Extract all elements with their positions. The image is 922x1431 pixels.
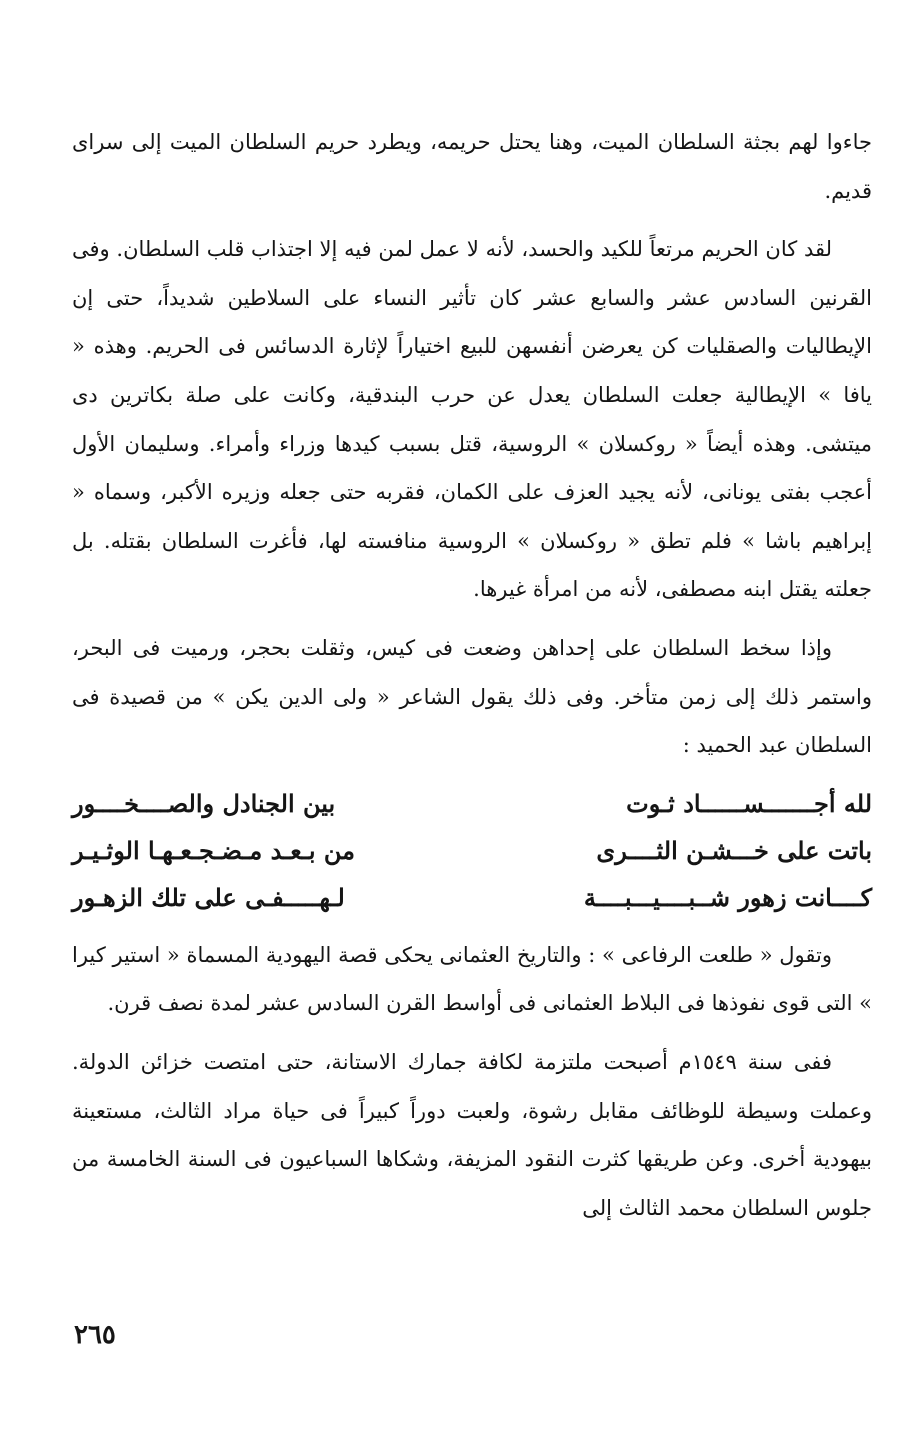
paragraph: جاءوا لهم بجثة السلطان الميت، وهنا يحتل حريمه، ويطرد حريم السلطان الميت إلى سراى قديم.	[72, 130, 872, 203]
poem-first-hemistich: كــــانت زهور شــبــــيـــبــــة	[583, 882, 872, 912]
poem-verse	[72, 874, 872, 921]
poem-second-hemistich: لـهـــــفـى على تلك الزهـور	[72, 882, 345, 912]
poem-verse	[72, 827, 872, 874]
page-number: ٢٦٥	[74, 1320, 116, 1350]
poem-second-hemistich: من بـعـد مـضـجـعـهـا الوثـيـر	[72, 835, 355, 865]
text-block-bottom	[72, 931, 872, 1233]
paragraph: ففى سنة ١٥٤٩م أصبحت ملتزمة لكافة جمارك الاستانة، حتى امتصت خزائن الدولة. وعملت وسيطة للوظائف مقابل رشوة، ولعبت دوراً كبيراً فى حياة مراد الثالث، مستعينة بيهودية أخرى. وعن طريقها كثرت النقود المزيفة، وشكاها السباعيون فى السنة الخامسة من جلوس السلطان محمد الثالث إلى	[72, 1049, 872, 1220]
text-block-top	[72, 118, 872, 770]
poem-verse	[72, 780, 872, 827]
poem-first-hemistich: لله أجـــــــســــــاد ثـوت	[626, 788, 872, 818]
poem	[72, 780, 872, 921]
page-body	[72, 118, 872, 1358]
paragraph: وتقول « طلعت الرفاعى » : والتاريخ العثمانى يحكى قصة اليهودية المسماة « استير كيرا » التى قوى نفوذها فى البلاط العثمانى فى أواسط القرن السادس عشر لمدة نصف قرن.	[72, 942, 872, 1016]
paragraph: لقد كان الحريم مرتعاً للكيد والحسد، لأنه لا عمل لمن فيه إلا اجتذاب قلب السلطان. وفى القرنين السادس عشر والسابع عشر كان تأثير النساء على السلاطين شديداً، حتى إن الإيطاليات والصقليات كن يعرضن أنفسهن للبيع اختياراً لإثارة الدسائس فى الحريم. وهذه « يافا » الإيطالية جعلت السلطان يعدل عن حرب البندقية، وكانت على صلة بكاترين دى ميتشى. وهذه أيضاً « روكسلان » الروسية، قتل بسبب كيدها وزراء وأمراء. وسليمان الأول أعجب بفتى يونانى، لأنه يجيد العزف على الكمان، فقربه حتى جعله وزيره الأكبر، وسماه « إبراهيم باشا » فلم تطق « روكسلان » الروسية منافسته لها، فأغرت السلطان بقتله. بل جعلته يقتل ابنه مصطفى، لأنه من امرأة غيرها.	[72, 237, 872, 602]
paragraph: وإذا سخط السلطان على إحداهن وضعت فى كيس، وثقلت بحجر، ورميت فى البحر، واستمر ذلك إلى زمن متأخر. وفى ذلك يقول الشاعر « ولى الدين يكن » من قصيدة فى السلطان عبد الحميد :	[72, 635, 872, 758]
poem-first-hemistich: باتت على خـــشـن الثــــرى	[596, 835, 872, 865]
poem-second-hemistich: بين الجنادل والصــــخــــور	[72, 788, 336, 818]
